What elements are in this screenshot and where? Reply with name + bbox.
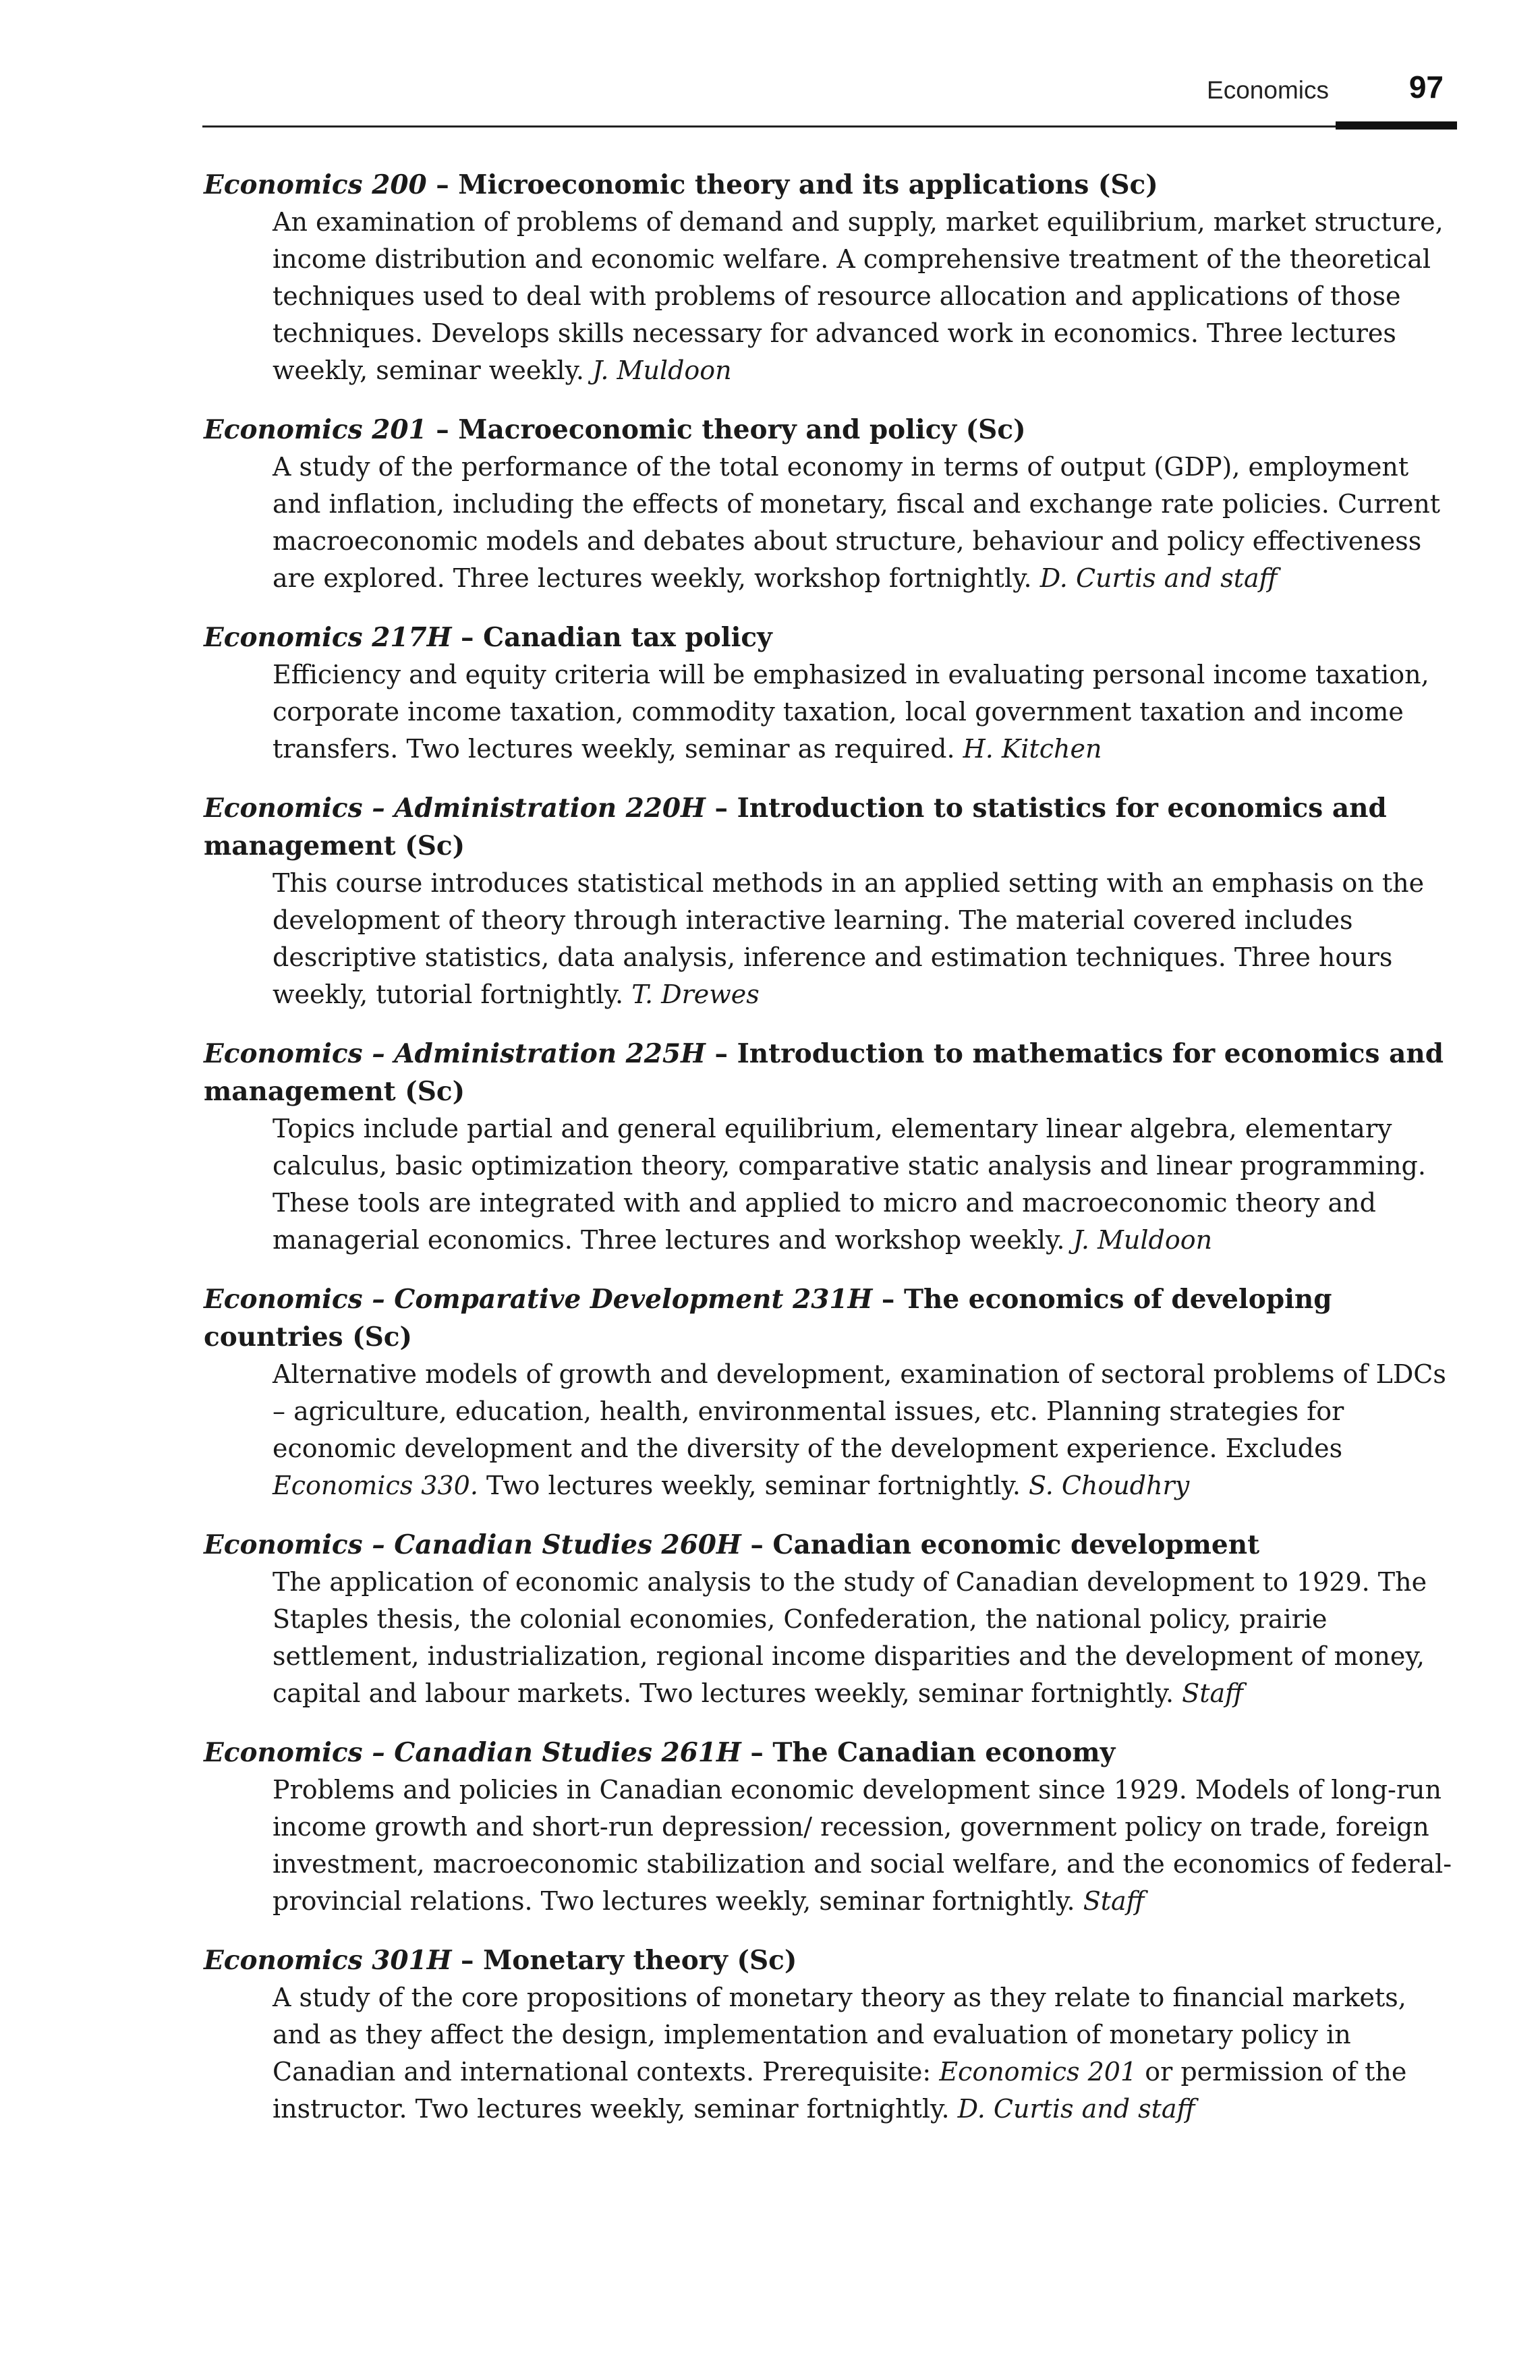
running-head: Economics [1207, 76, 1329, 104]
course-heading [204, 166, 1458, 204]
prerequisite-course: Economics 201 [939, 2057, 1137, 2087]
heading-separator: – [705, 1038, 737, 1069]
course-heading [204, 1526, 1458, 1564]
course-code: Economics – Canadian Studies 260H [204, 1529, 741, 1560]
course-entry [204, 619, 1458, 768]
description-text: Alternative models of growth and development, examination of sectoral problems of LDCs – agriculture, education, health, environmental issues, etc. Planning strategies for economic development and the diversity of the development experience. Excludes [273, 1359, 1446, 1463]
course-code: Economics – Administration 225H [204, 1038, 706, 1069]
instructor: H. Kitchen [963, 734, 1102, 764]
course-entry [204, 789, 1458, 1013]
instructor: D. Curtis and staff [957, 2094, 1195, 2124]
course-entry [204, 1280, 1458, 1504]
description-text: The application of economic analysis to the study of Canadian development to 1929. The Staples thesis, the colonial economies, Confederation, the national policy, prairie settlement, industrialization, regional income disparities and the development of money, capital and labour markets. Two lectures weekly, seminar fortnightly. [273, 1567, 1427, 1708]
course-heading [204, 1734, 1458, 1772]
course-title: Microeconomic theory and its applications (Sc) [458, 169, 1158, 200]
header-rule [202, 125, 1457, 128]
course-code: Economics 201 [204, 414, 427, 445]
heading-separator: – [872, 1284, 904, 1315]
instructor: Staff [1083, 1886, 1145, 1916]
heading-separator: – [741, 1737, 773, 1768]
course-title: The Canadian economy [772, 1737, 1116, 1768]
course-heading [204, 1280, 1458, 1356]
instructor: J. Muldoon [1073, 1225, 1213, 1255]
course-entry [204, 1035, 1458, 1259]
description-text: Efficiency and equity criteria will be emphasized in evaluating personal income taxation, corporate income taxation, commodity taxation, local government taxation and income transfers. Two lectures weekly, seminar as required. [273, 660, 1429, 764]
course-title: Introduction to mathematics for economics and management (Sc) [204, 1038, 1444, 1107]
description-text: A study of the core propositions of monetary theory as they relate to financial markets, and as they affect the design, implementation and evaluation of monetary policy in Canadian and international contexts. Prerequisite: [273, 1983, 1406, 2087]
heading-separator: – [426, 414, 459, 445]
course-entry [204, 411, 1458, 597]
heading-separator: – [705, 793, 737, 824]
course-code: Economics – Canadian Studies 261H [204, 1737, 741, 1768]
description-text: An examination of problems of demand and supply, market equilibrium, market structure, income distribution and economic welfare. A comprehensive treatment of the theoretical techniques used to deal with problems of resource allocation and applications of those techniques. Develops skills necessary for advanced work in economics. Three lectures weekly, seminar weekly. [273, 207, 1444, 385]
instructor: Staff [1182, 1678, 1244, 1708]
course-code: Economics – Administration 220H [204, 793, 706, 824]
course-description [273, 1356, 1458, 1504]
instructor: J. Muldoon [592, 356, 732, 385]
description-text: Topics include partial and general equilibrium, elementary linear algebra, elementary calculus, basic optimization theory, comparative static analysis and linear programming. These tools are integrated with and applied to micro and macroeconomic theory and managerial economics. Three lectures and workshop weekly. [273, 1114, 1426, 1255]
course-list [204, 166, 1458, 2149]
course-title: Macroeconomic theory and policy (Sc) [458, 414, 1026, 445]
course-heading [204, 789, 1458, 865]
course-title: Monetary theory (Sc) [483, 1945, 797, 1976]
course-description [273, 865, 1458, 1013]
description-text: This course introduces statistical methods in an applied setting with an emphasis on the development of theory through interactive learning. The material covered includes descriptive statistics, data analysis, inference and estimation techniques. Three hours weekly, tutorial fortnightly. [273, 868, 1425, 1009]
course-heading [204, 619, 1458, 656]
course-title: The economics of developing countries (Sc) [204, 1284, 1332, 1353]
description-text-continued: or permission of the instructor. Two lectures weekly, seminar fortnightly. [273, 2057, 1407, 2124]
heading-separator: – [451, 622, 484, 653]
course-entry [204, 1526, 1458, 1712]
heading-separator: – [741, 1529, 773, 1560]
course-title: Introduction to statistics for economics and management (Sc) [204, 793, 1387, 861]
page-number: 97 [1408, 69, 1444, 105]
page-header [202, 69, 1457, 127]
course-title: Canadian tax policy [483, 622, 772, 653]
course-heading [204, 411, 1458, 449]
course-code: Economics 217H [204, 622, 452, 653]
course-description [273, 1110, 1458, 1259]
description-text: Problems and policies in Canadian economic development since 1929. Models of long-run income growth and short-run depression/ recession, government policy on trade, foreign investment, macroeconomic stabilization and social welfare, and the economics of federal-provincial relations. Two lectures weekly, seminar fortnightly. [273, 1775, 1452, 1916]
course-description [273, 1979, 1458, 2128]
description-text-continued: Two lectures weekly, seminar fortnightly. [478, 1471, 1021, 1500]
heading-separator: – [426, 169, 459, 200]
heading-separator: – [451, 1945, 484, 1976]
course-heading [204, 1035, 1458, 1110]
description-text: A study of the performance of the total economy in terms of output (GDP), employment and inflation, including the effects of monetary, fiscal and exchange rate policies. Current macroeconomic models and debates about structure, behaviour and policy effectiveness are explored. Three lectures weekly, workshop fortnightly. [273, 452, 1441, 593]
course-description [273, 1772, 1458, 1920]
course-entry [204, 1734, 1458, 1920]
instructor: S. Choudhry [1029, 1471, 1190, 1500]
course-code: Economics 200 [204, 169, 427, 200]
instructor: T. Drewes [631, 980, 760, 1009]
course-entry [204, 166, 1458, 389]
course-title: Canadian economic development [772, 1529, 1260, 1560]
course-heading [204, 1942, 1458, 1979]
course-code: Economics – Comparative Development 231H [204, 1284, 873, 1315]
course-entry [204, 1942, 1458, 2128]
instructor: D. Curtis and staff [1039, 563, 1278, 593]
course-description [273, 1564, 1458, 1712]
course-description [273, 449, 1458, 597]
header-rule-bar [1336, 121, 1457, 130]
excluded-course: Economics 330. [273, 1471, 478, 1500]
course-description [273, 204, 1458, 389]
course-description [273, 656, 1458, 768]
course-code: Economics 301H [204, 1945, 452, 1976]
